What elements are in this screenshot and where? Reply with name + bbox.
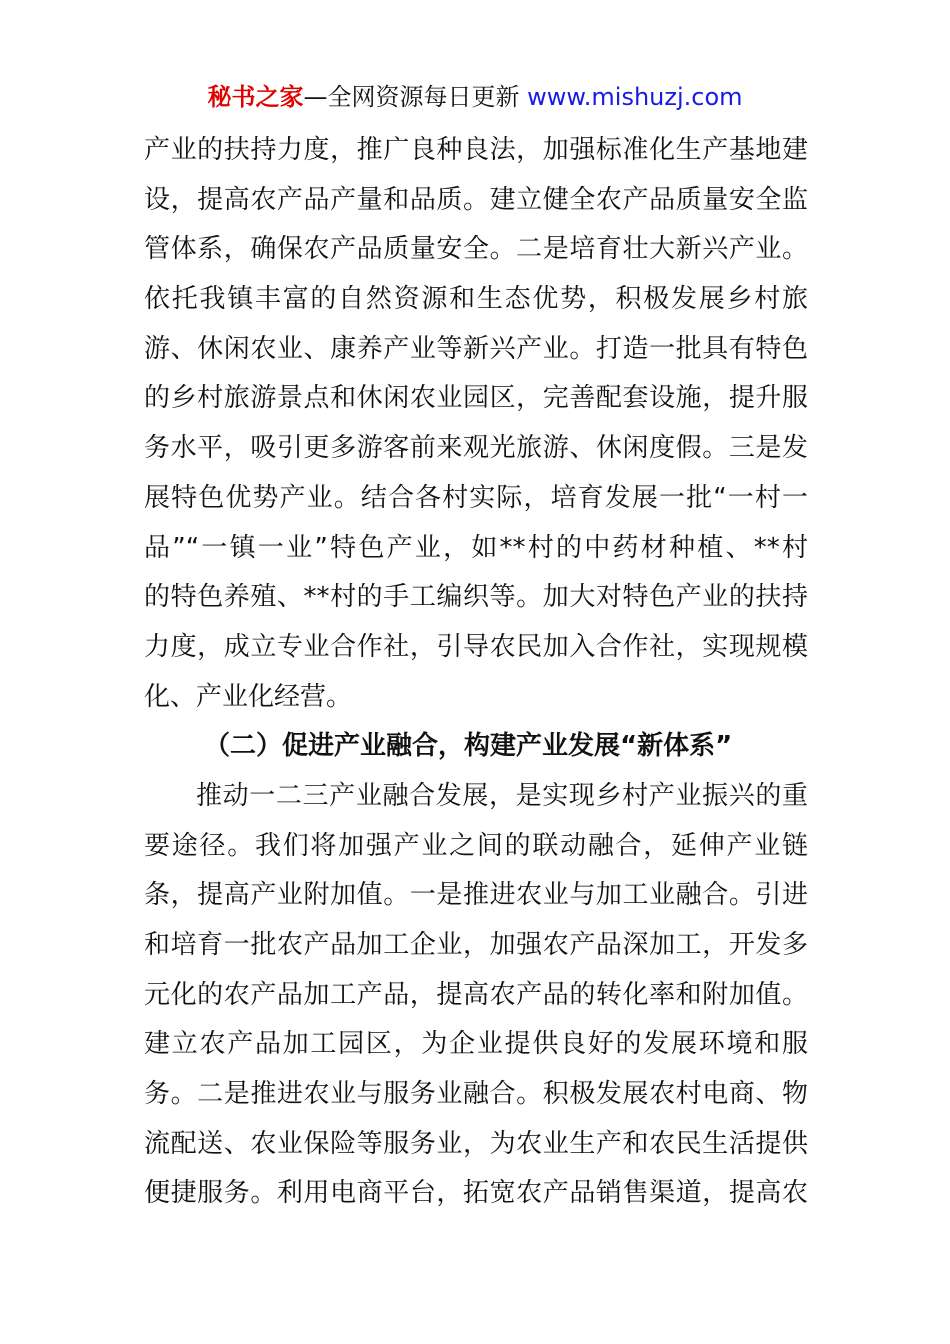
body-line: 游、休闲农业、康养产业等新兴产业。打造一批具有特色 — [144, 333, 808, 364]
body-line: 流配送、农业保险等服务业，为农业生产和农民生活提供 — [144, 1128, 808, 1159]
body-line: 设，提高农产品产量和品质。建立健全农产品质量安全监 — [144, 184, 808, 215]
header-tagline: —全网资源每日更新 — [303, 83, 528, 111]
body-line: 和培育一批农产品加工企业，加强农产品深加工，开发多 — [144, 930, 808, 960]
body-line: 建立农产品加工园区，为企业提供良好的发展环境和服 — [144, 1029, 808, 1060]
body-line: 条，提高产业附加值。一是推进农业与加工业融合。引进 — [144, 880, 808, 911]
body-line: 的乡村旅游景点和休闲农业园区，完善配套设施，提升服 — [144, 383, 808, 414]
body-line: 品”“一镇一业”特色产业，如**村的中药材种植、**村 — [144, 532, 808, 563]
body-line: 展特色优势产业。结合各村实际，培育发展一批“一村一 — [144, 482, 808, 513]
body-line: 力度，成立专业合作社，引导农民加入合作社，实现规模 — [144, 631, 808, 662]
body-line: 要途径。我们将加强产业之间的联动融合，延伸产业链 — [144, 830, 808, 861]
section-heading: （二）促进产业融合，构建产业发展“新体系” — [204, 731, 733, 762]
body-line: 的特色养殖、**村的手工编织等。加大对特色产业的扶持 — [144, 582, 808, 613]
body-line: 产业的扶持力度，推广良种良法，加强标准化生产基地建 — [144, 135, 808, 165]
body-line: 务水平，吸引更多游客前来观光旅游、休闲度假。三是发 — [144, 433, 808, 464]
body-line: 依托我镇丰富的自然资源和生态优势，积极发展乡村旅 — [144, 284, 808, 315]
site-header — [0, 82, 950, 112]
body-line: 务。二是推进农业与服务业融合。积极发展农村电商、物 — [144, 1079, 808, 1110]
site-url[interactable]: www.mishuzj.com — [527, 83, 743, 111]
body-line: 便捷服务。利用电商平台，拓宽农产品销售渠道，提高农 — [144, 1178, 808, 1209]
paragraph-end-line: 化、产业化经营。 — [144, 681, 353, 712]
body-line: 元化的农产品加工产品，提高农产品的转化率和附加值。 — [144, 979, 808, 1010]
paragraph-first-line: 推动一二三产业融合发展，是实现乡村产业振兴的重 — [196, 780, 808, 811]
brand-name: 秘书之家 — [207, 83, 304, 111]
document-body — [144, 126, 808, 1219]
body-line: 管体系，确保农产品质量安全。二是培育壮大新兴产业。 — [144, 234, 808, 265]
